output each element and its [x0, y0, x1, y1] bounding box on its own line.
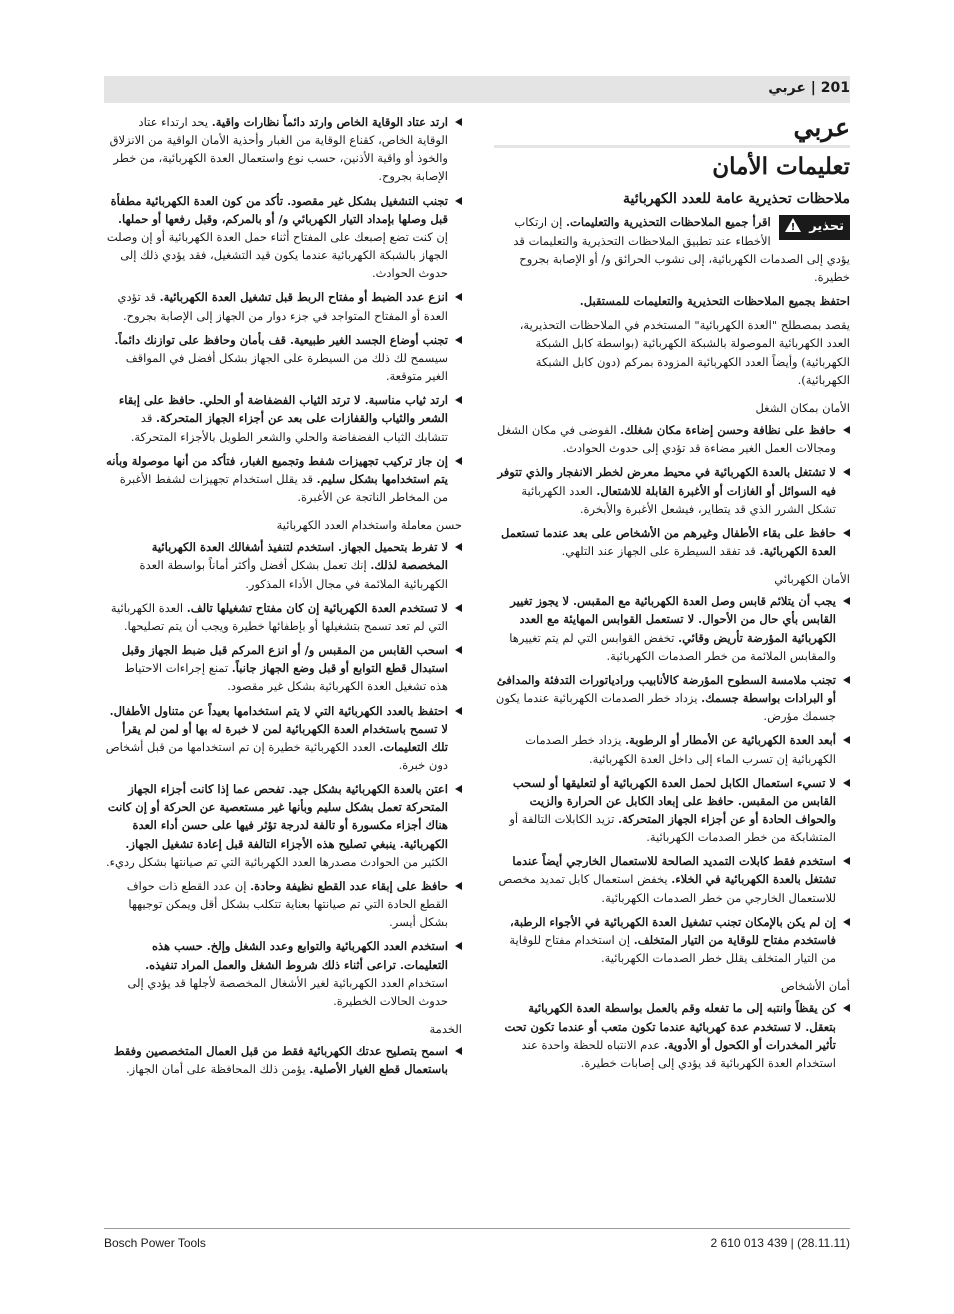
item-text: عدم الانتباه للحظة واحدة عند استخدام العدة الكهربائية قد يؤدي إلى إصابات خطيرة.: [521, 1037, 836, 1070]
item-text: قد يقلل استخدام تجهيزات لشفط الأغبرة من المخاطر الناتجة عن الأغبرة.: [119, 471, 448, 504]
bullet-icon: [455, 1047, 462, 1055]
item-text: سيسمح لك ذلك من السيطرة على الجهاز بشكل أفضل في المواقف الغير متوقعة.: [125, 350, 448, 384]
item-bold: لا تسيء استعمال الكابل لحمل العدة الكهربائية أو لتعليقها أو لسحب القابس من المقبس. حافظ على إبعاد الكابل عن الحرارة والزيت والحواف الحادة أو عن أجزاء الجهاز المتحركة.: [512, 775, 836, 827]
bullet-icon: [843, 736, 850, 744]
bullet-icon: [455, 543, 462, 551]
bullet-icon: [455, 118, 462, 126]
bullet-icon: [455, 707, 462, 715]
item-text: إن كنت تضع إصبعك على المفتاح أثناء حمل العدة الكهربائية أو إن وصلت الجهاز بالشبكة الكهربائية عندما يكون قيد التشغيل، فقد يؤدي ذلك إلى حدوث الحوادث.: [106, 229, 448, 281]
item-text: تزيد الكابلات التالفة أو المتشابكة من خطر الصدمات الكهربائية.: [509, 812, 836, 845]
footer-doc-ref: 2 610 013 439 | (28.11.11): [710, 1236, 850, 1250]
warning-triangle-icon: [785, 218, 801, 232]
page-number: 201: [820, 80, 850, 96]
electrical-heading: الأمان الكهربائي: [774, 572, 850, 587]
item-bold: حافظ على إبقاء عدد القطع نظيفة وحادة.: [250, 878, 448, 893]
list-item: [104, 331, 462, 385]
work-area-heading: الأمان بمكان الشغل: [755, 400, 850, 415]
list-item: [494, 774, 850, 847]
item-text: العدد الكهربائية تشكل الشرر الذي قد يتطاير، فيشعل الأغبرة والأبخرة.: [521, 483, 836, 516]
keep-instructions-note: احتفظ بجميع الملاحظات التحذيرية والتعليمات للمستقبل.: [579, 294, 850, 309]
bullet-icon: [455, 882, 462, 890]
handling-heading: حسن معاملة واستخدام العدد الكهربائية: [276, 518, 462, 533]
list-item: [104, 641, 462, 695]
list-item: [104, 113, 462, 186]
list-item: [104, 538, 462, 592]
bullet-icon: [843, 468, 850, 476]
list-item: [104, 702, 462, 775]
bullet-icon: [455, 197, 462, 205]
item-text: إن استخدام مفتاح للوقاية من التيار المتخلف يقلل خطر الصدمات الكهربائية.: [509, 932, 836, 966]
warning-text: إن ارتكاب الأخطاء عند تطبيق الملاحظات التحذيرية والتعليمات قد يؤدي إلى الصدمات الكهربائية، إلى نشوب الحرائق و/ أو الإصابة بجروح خطيرة.: [513, 215, 850, 284]
item-bold: ارتد ثياب مناسبة. لا ترتد الثياب الفضفاضة أو الحلي. حافظ على إبقاء الشعر والثياب والقفازات على بعد عن أجزاء الجهاز المتحركة.: [118, 393, 448, 426]
item-bold: اعتن بالعدة الكهربائية بشكل جيد. تفحص عما إذا كانت أجزاء الجهاز المتحركة تعمل بشكل سليم وبأنها غير مستعصية عن الحركة أو إن كانت هناك أجزاء مكسورة أو تالفة لدرجة تؤثر فيها على حسن أداء العدة الكهربائية. ينبغي تصليح هذه الأجزاء التالفة قبل إعادة تشغيل الجهاز.: [107, 782, 448, 851]
item-bold: استخدم فقط كابلات التمديد الصالحة للاستعمال الخارجي أيضاً عندما تشتغل بالعدة الكهربائية في الخلاء.: [512, 854, 836, 887]
item-bold: احتفظ بالعدد الكهربائية التي لا يتم استخدامها بعيداً عن متناول الأطفال. لا تسمح باستخدام العدة الكهربائية لمن لا خبرة له بها أو لمن لم يقرأ تلك التعليمات.: [109, 703, 448, 754]
list-item: [104, 937, 462, 1010]
right-column: [494, 113, 850, 1078]
list-item: [104, 452, 462, 506]
item-text: قد تتشابك الثياب الفضفاضة والحلي والشعر الطويل بالأجزاء المتحركة.: [130, 411, 448, 444]
item-bold: تجنب ملامسة السطوح المؤرضة كالأنابيب ورادياتورات التدفئة والمدافئ أو البرادات بواسطة جسمك.: [496, 672, 836, 706]
header-language: عربي: [768, 80, 806, 96]
term-definition: يقصد بمصطلح "العدة الكهربائية" المستخدم في الملاحظات التحذيرية، العدد الكهربائية الموصولة بالشبكة الكهربائية (بواسطة كابل الشبكة الكهربائية) وأيضاً العدد الكهربائية المزودة بمركم (دون كابل الشبكة الكهربائية).: [519, 318, 850, 387]
item-text: استخدام العدد الكهربائية لغير الأشغال المخصصة لأجلها قد يؤدي إلى حدوث الحالات الخطيرة.: [127, 975, 448, 1008]
bullet-icon: [843, 779, 850, 787]
warning-label: تحذير: [809, 219, 844, 235]
item-bold: إن جاز تركيب تجهيزات شفط وتجميع الغبار، فتأكد من أنها موصولة وبأنه يتم استخدامها بشكل سليم.: [106, 453, 448, 486]
list-item: [104, 780, 462, 871]
footer-rule: [104, 1228, 850, 1229]
warning-badge: [779, 215, 850, 240]
item-bold: كن يقظاً وانتبه إلى ما تفعله وقم بالعمل بواسطة العدة الكهربائية بتعقل. لا تستخدم عدة كهربائية عندما تكون متعب أو عندما تكون تحت تأثير المخدرات أو الكحول أو الأدوية.: [504, 1001, 836, 1052]
warning-block: [494, 213, 850, 286]
item-bold: لا تشتغل بالعدة الكهربائية في محيط معرض لخطر الانفجار والذي تتوفر فيه السوائل أو الغازات أو الأغبرة القابلة للاشتعال.: [497, 465, 836, 498]
item-text: إن عدد القطع ذات حواف القطع الحادة التي تم صيانتها بعناية تتكلب بشكل أقل ويمكن توجيهها بشكل أيسر.: [126, 878, 448, 930]
list-item: [494, 999, 850, 1072]
page-header: [768, 80, 850, 96]
item-bold: إن لم يكن بالإمكان تجنب تشغيل العدة الكهربائية في الأجواء الرطبة، فاستخدم مفتاح للوقاية من التيار المتخلف.: [509, 914, 836, 947]
bullet-icon: [843, 857, 850, 865]
section-title: تعليمات الأمان: [712, 153, 850, 180]
bullet-icon: [843, 1004, 850, 1012]
item-bold: يجب أن يتلائم قابس وصل العدة الكهربائية مع المقبس. لا يجوز تغيير القابس بأي حال من الأحوال. لا تستعمل القوابس المهايئة مع العدد الكهربائية المؤرضة تأريض وقائي.: [510, 594, 836, 645]
item-bold: لا تستخدم العدة الكهربائية إن كان مفتاح تشغيلها تالف.: [186, 600, 448, 615]
item-text: يزداد خطر الصدمات الكهربائية إن تسرب الماء إلى داخل العدة الكهربائية.: [525, 733, 836, 766]
list-item: [104, 599, 462, 635]
item-bold: حافظ على نظافة وحسن إضاءة مكان شغلك.: [620, 423, 836, 438]
list-item: [494, 913, 850, 967]
personal-safety-heading: أمان الأشخاص: [780, 979, 850, 994]
list-item: [104, 192, 462, 283]
item-text: يخفض استعمال كابل تمديد مخصص للاستعمال الخارجي من خطر الصدمات الكهربائية.: [498, 872, 836, 905]
header-separator: |: [810, 80, 816, 96]
item-bold: تجنب أوضاع الجسد الغير طبيعية. قف بأمان وحافظ على توازنك دائماً.: [114, 332, 448, 347]
item-text: تمنع إجراءات الاحتياط هذه تشغيل العدة الكهربائية بشكل غير مقصود.: [124, 661, 448, 694]
list-item: [104, 391, 462, 445]
list-item: [494, 671, 850, 725]
list-item: [494, 852, 850, 906]
item-bold: لا تفرط بتحميل الجهاز. استخدم لتنفيذ أشغالك العدة الكهربائية المخصصة لذلك.: [151, 540, 448, 573]
language-title: عربي: [793, 113, 850, 142]
bullet-icon: [455, 396, 462, 404]
item-bold: انزع عدد الضبط أو مفتاح الربط قبل تشغيل العدة الكهربائية.: [159, 290, 448, 305]
item-text: يزداد خطر الصدمات الكهربائية عندما يكون جسمك مؤرض.: [495, 691, 836, 724]
item-text: إنك تعمل بشكل أفضل وأكثر أماناً بواسطة العدة الكهربائية الملائمة في مجال الأداء المذكور.: [139, 558, 448, 591]
subsection-title: ملاحظات تحذيرية عامة للعدد الكهربائية: [623, 190, 850, 207]
item-bold: أبعد العدة الكهربائية عن الأمطار أو الرطوبة.: [625, 733, 836, 748]
bullet-icon: [455, 293, 462, 301]
title-rule: [494, 145, 850, 148]
item-text: العدة الكهربائية التي لم تعد تسمح بتشغيلها أو بإطفائها خطيرة ويجب أن يتم تصليحها.: [110, 600, 448, 633]
item-text: الفوضى في مكان الشغل ومجالات العمل الغير مضاءة قد تؤدي إلى حدوث الحوادث.: [496, 423, 836, 456]
list-item: [494, 463, 850, 517]
item-text: يؤمن ذلك المحافظة على أمان الجهاز.: [125, 1062, 310, 1077]
left-column: [104, 113, 462, 1085]
bullet-icon: [843, 426, 850, 434]
item-text: قد تؤدي العدة أو المفتاح المتواجد في جزء دوار من الجهاز إلى الإصابة بجروح.: [117, 290, 448, 323]
bullet-icon: [843, 676, 850, 684]
item-bold: تجنب التشغيل بشكل غير مقصود. تأكد من كون العدة الكهربائية مطفأة قبل وصلها بإمداد التيار الكهربائي و/ أو بالمركم، وقبل رفعها أو حملها.: [110, 193, 448, 226]
list-item: [494, 421, 850, 457]
item-bold: حافظ على بقاء الأطفال وغيرهم من الأشخاص على بعد عندما تستعمل العدة الكهربائية.: [501, 525, 836, 558]
bullet-icon: [455, 646, 462, 654]
item-bold: استخدم العدد الكهربائية والتوابع وعدد الشغل وإلخ. حسب هذه التعليمات. تراعى أثناء ذلك شروط الشغل والعمل المراد تنفيذه.: [145, 939, 448, 972]
bullet-icon: [843, 918, 850, 926]
bullet-icon: [843, 529, 850, 537]
list-item: [104, 288, 462, 324]
item-text: تخفض القوابس التي لم يتم تغييرها والمقابس الملائمة من خطر الصدمات الكهربائية.: [509, 630, 836, 663]
bullet-icon: [455, 604, 462, 612]
bullet-icon: [455, 336, 462, 344]
header-bar: [104, 76, 850, 103]
item-bold: اسمح بتصليح عدتك الكهربائية فقط من قبل العمال المتخصصين وفقط باستعمال قطع الغيار الأصلية.: [113, 1044, 448, 1077]
list-item: [494, 592, 850, 665]
footer-brand: Bosch Power Tools: [104, 1236, 206, 1250]
warning-bold-text: اقرأ جميع الملاحظات التحذيرية والتعليمات.: [565, 215, 771, 230]
list-item: [494, 524, 850, 560]
item-text: قد تفقد السيطرة على الجهاز عند التلهي.: [561, 543, 760, 558]
item-bold: اسحب القابس من المقبس و/ أو انزع المركم قبل ضبط الجهاز وقبل استبدال قطع التوابع أو قبل وضع الجهاز جانباً.: [121, 643, 448, 676]
bullet-icon: [843, 597, 850, 605]
bullet-icon: [455, 942, 462, 950]
item-text: الكثير من الحوادث مصدرها العدد الكهربائية التي تم صيانتها بشكل رديء.: [105, 854, 448, 869]
bullet-icon: [455, 785, 462, 793]
list-item: [494, 731, 850, 767]
item-text: يحد ارتداء عتاد الوقاية الخاص، كقناع الوقاية من الغبار وأحذية الأمان الواقية من الانزلاق والخوذ أو واقية الأذنين، حسب نوع واستعمال العدة الكهربائية، من خطر الإصابة بجروح.: [109, 115, 448, 184]
service-heading: الخدمة: [429, 1022, 462, 1037]
bullet-icon: [455, 457, 462, 465]
item-text: العدد الكهربائية خطيرة إن تم استخدامها من قبل أشخاص دون خبرة.: [105, 739, 448, 772]
item-bold: ارتد عتاد الوقاية الخاص وارتد دائماً نظارات واقية.: [211, 115, 448, 129]
list-item: [104, 1042, 462, 1078]
list-item: [104, 877, 462, 931]
